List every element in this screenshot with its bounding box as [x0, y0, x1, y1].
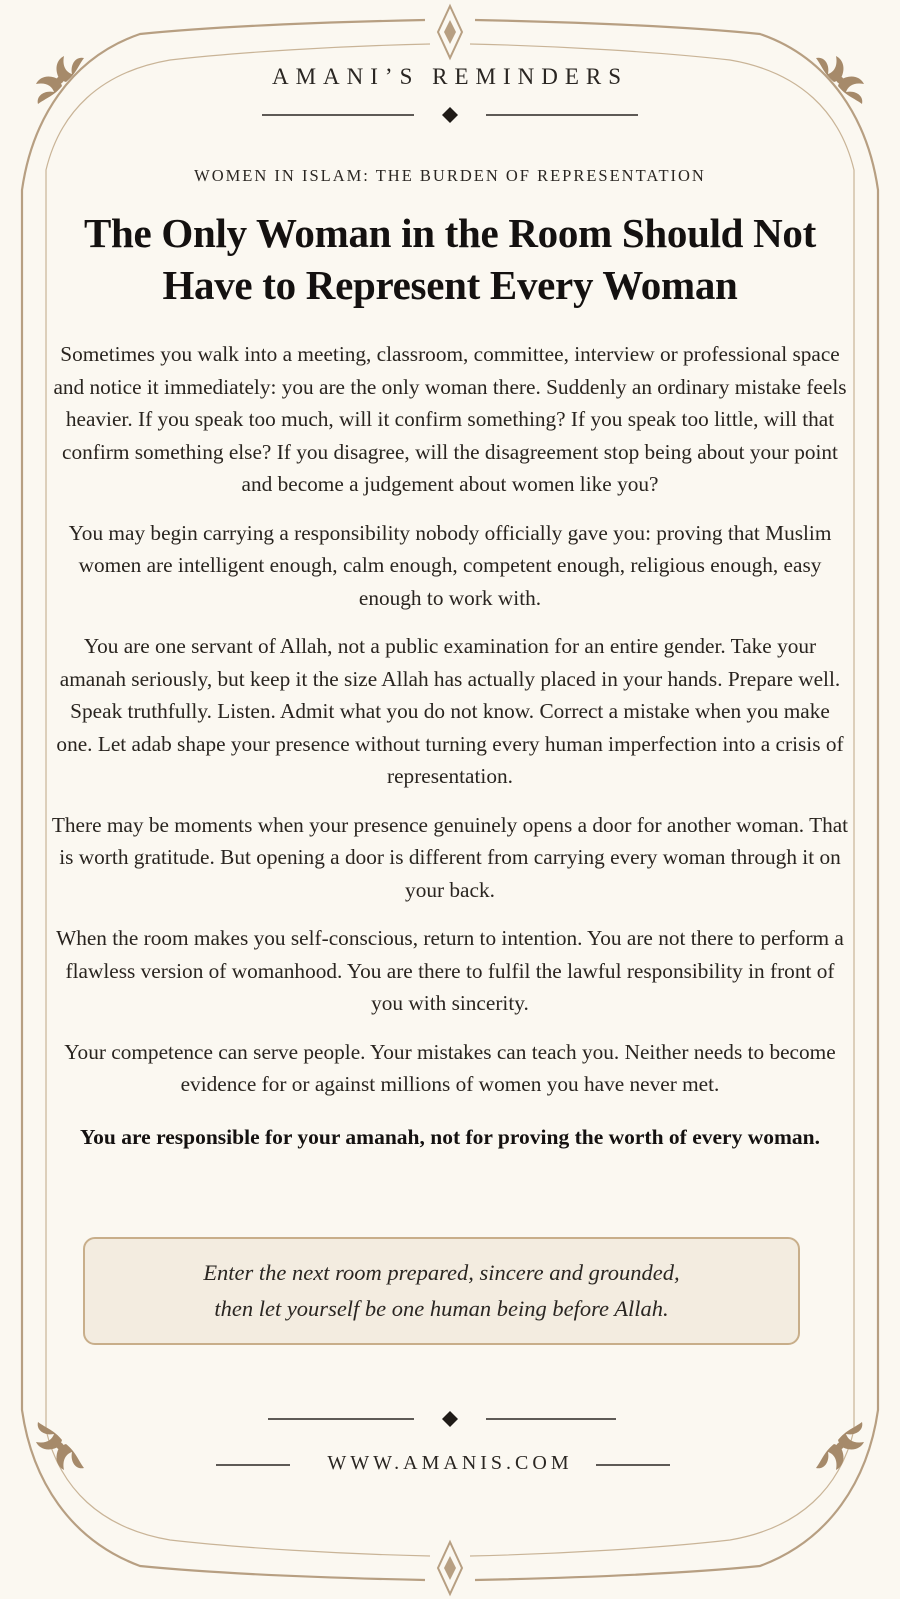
- article-body: [50, 338, 850, 1169]
- body-paragraph: You are one servant of Allah, not a public examination for an entire gender. Take your amanah seriously, but keep it the size Allah has actually placed in your hands. Prepare well. Speak truthfully. Listen. Admit what you do not know. Correct a mistake when you make one. Let adab shape your presence without turning every human imperfection into a crisis of representation.: [56, 634, 844, 788]
- body-paragraph: When the room makes you self-conscious, return to intention. You are not there to perform a flawless version of womanhood. You are there to fulfil the lawful responsibility in front of you with sincerity.: [56, 926, 844, 1015]
- emphasis-statement: You are responsible for your amanah, not for proving the worth of every woman.: [80, 1124, 820, 1149]
- diamond-divider-icon: [0, 1409, 900, 1429]
- body-paragraph: Sometimes you walk into a meeting, classroom, committee, interview or professional space and notice it immediately: you are the only woman there. Suddenly an ordinary mistake feels heavier. If you speak too much, will it confirm something? If you speak too little, will that confirm something else? If you disagree, will the disagreement stop being about your point and become a judgement about women like you?: [53, 342, 847, 496]
- body-paragraph: You may begin carrying a responsibility nobody officially gave you: proving that Muslim women are intelligent enough, calm enough, competent enough, religious enough, easy enough to work with.: [68, 520, 832, 610]
- quote-line-2: then let yourself be one human being before Allah.: [214, 1296, 669, 1321]
- page-title: [40, 207, 860, 311]
- closing-quote: [203, 1255, 679, 1327]
- title-line-1: The Only Woman in the Room Should Not: [83, 210, 816, 256]
- brand-name: AMANI’S REMINDERS: [271, 64, 629, 89]
- section-label: WOMEN IN ISLAM: THE BURDEN OF REPRESENTATION: [194, 166, 706, 185]
- footer-website-link[interactable]: WWW.AMANIS.COM: [327, 1452, 573, 1474]
- body-paragraph: There may be moments when your presence genuinely opens a door for another woman. That is worth gratitude. But opening a door is different from carrying every woman through it on your back.: [51, 812, 849, 902]
- body-paragraph: Your competence can serve people. Your mistakes can teach you. Neither needs to become evidence for or against millions of women you have never met.: [64, 1039, 836, 1096]
- title-line-2: Have to Represent Every Woman: [162, 262, 738, 308]
- quote-line-1: Enter the next room prepared, sincere and grounded,: [203, 1260, 680, 1285]
- closing-quote-box: [83, 1237, 800, 1345]
- diamond-divider-icon: [0, 105, 900, 125]
